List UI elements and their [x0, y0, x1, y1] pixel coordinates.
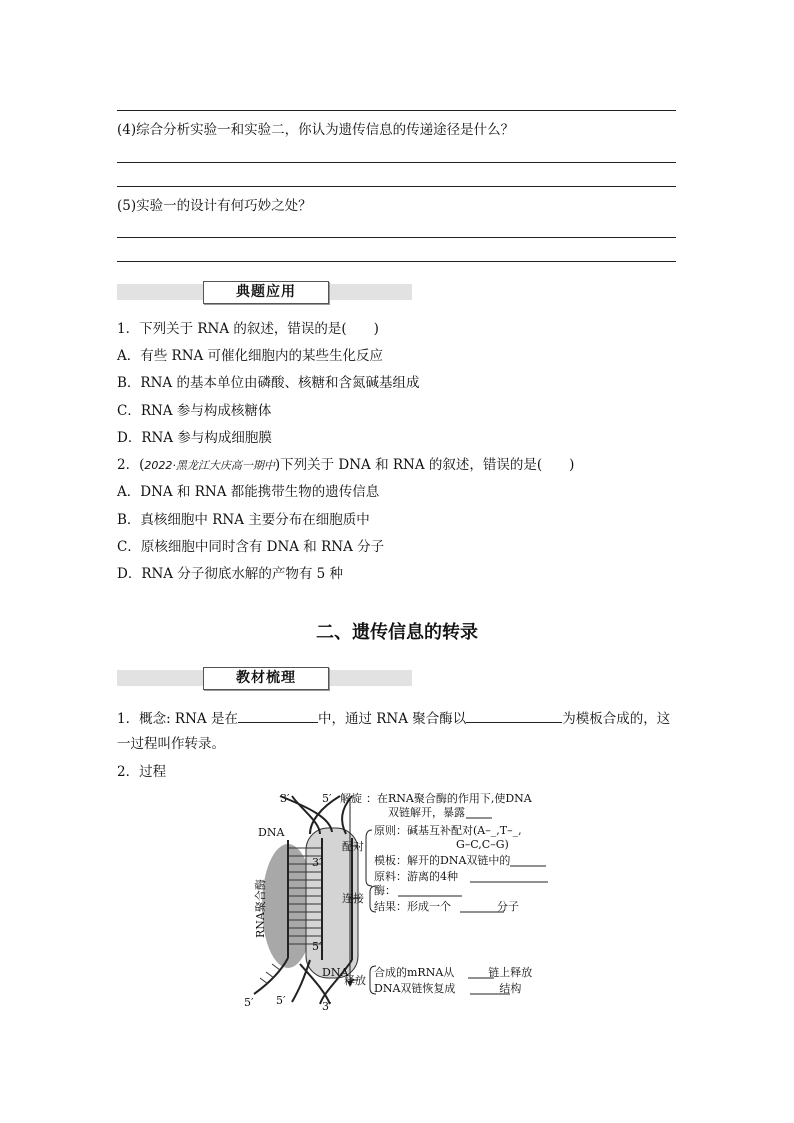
item-2-option-d: D．RNA 分子彻底水解的产物有 5 种 [117, 566, 344, 582]
label-5prime: 5′ [276, 994, 286, 1007]
link-result: 结果：形成一个 分子 [374, 900, 519, 913]
item-2-source: 2022·黑龙江大庆高一期中 [144, 459, 275, 472]
pair-rule: 原则：碱基互补配对(A–_,T–_, [374, 824, 522, 837]
process-label: 2．过程 [117, 764, 167, 780]
fill-blank [238, 708, 318, 723]
question-4: (4)综合分析实验一和实验二，你认为遗传信息的传递途径是什么？ [117, 122, 515, 138]
step-pair: 配对 [342, 840, 364, 853]
release-text: DNA双链恢复成 结构 [374, 982, 522, 995]
concept-line-2: 一过程叫作转录。 [117, 736, 225, 752]
release-text: 合成的mRNA从 链上释放 [374, 966, 533, 979]
unwind-text: ：在RNA聚合酶的作用下,使DNA [366, 792, 532, 805]
section-banner [117, 284, 412, 300]
label-3prime: 3′ [280, 792, 290, 805]
answer-line [117, 237, 676, 238]
concept-text: 为模板合成的，这 [562, 711, 671, 727]
item-2-option-b: B．真核细胞中 RNA 主要分布在细胞质中 [117, 512, 370, 528]
label-5prime: 5′ [322, 792, 332, 805]
section-title: 二、遗传信息的转录 [316, 622, 478, 643]
banner-label: 教材梳理 [203, 667, 329, 690]
section-banner [117, 670, 412, 686]
label-5prime: 5′ [312, 940, 322, 953]
item-1-option-d: D．RNA 参与构成细胞膜 [117, 430, 272, 446]
item-2-option-a: A．DNA 和 RNA 都能携带生物的遗传信息 [117, 484, 380, 500]
label-3prime: 3′ [322, 1000, 332, 1012]
pair-rule: G–C,C–G) [456, 838, 509, 851]
step-link: 连接 [342, 892, 364, 905]
label-rna-polymerase: RNA聚合酶 [254, 879, 267, 938]
item-2-prefix: 2．( [117, 457, 145, 473]
pair-material: 原料：游离的4种 [374, 870, 458, 883]
link-enzyme: 酶： [374, 884, 396, 897]
item-1-option-c: C．RNA 参与构成核糖体 [117, 403, 272, 419]
item-1-stem: 1．下列关于 RNA 的叙述，错误的是( ) [117, 321, 379, 337]
concept-text: 中，通过 RNA 聚合酶以 [317, 711, 467, 727]
transcription-diagram [240, 788, 560, 1012]
unwind-text: 双链解开，暴露 [388, 806, 465, 819]
step-release: 释放 [344, 974, 366, 987]
pair-template: 模板：解开的DNA双链中的 [374, 854, 511, 867]
banner-label: 典题应用 [203, 281, 329, 304]
item-1-option-a: A．有些 RNA 可催化细胞内的某些生化反应 [117, 348, 384, 364]
concept-line-1 [117, 708, 670, 728]
label-5prime: 5′ [244, 996, 254, 1009]
item-2-option-c: C．原核细胞中同时含有 DNA 和 RNA 分子 [117, 539, 385, 555]
item-2-stem [117, 456, 574, 475]
fill-blank [466, 708, 562, 723]
label-dna: DNA [258, 826, 285, 839]
label-dna: DNA [322, 966, 349, 979]
answer-line [117, 261, 676, 262]
answer-line [117, 110, 676, 111]
step-unwind: 解旋 [340, 792, 362, 805]
item-1-option-b: B．RNA 的基本单位由磷酸、核糖和含氮碱基组成 [117, 375, 420, 391]
item-2-stem-text: )下列关于 DNA 和 RNA 的叙述，错误的是( ) [274, 457, 575, 473]
answer-line [117, 186, 676, 187]
label-3prime: 3′ [312, 856, 322, 869]
concept-text: 1．概念: RNA 是在 [117, 711, 238, 727]
question-5: (5)实验一的设计有何巧妙之处？ [117, 198, 312, 214]
answer-line [117, 162, 676, 163]
